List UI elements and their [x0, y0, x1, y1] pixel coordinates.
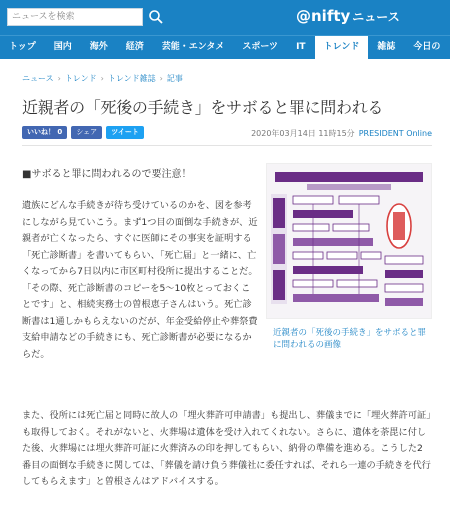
facebook-share-button[interactable]: シェア — [71, 126, 102, 139]
breadcrumb-trend-magazine[interactable]: トレンド雑誌 — [107, 74, 156, 83]
logo-main: @nifty — [296, 7, 351, 25]
breadcrumb-separator: › — [159, 74, 163, 83]
article-meta — [251, 128, 432, 139]
nav-item-it[interactable]: IT — [296, 42, 306, 52]
article-paragraph-1: 遺族にどんな手続きが待ち受けているのかを、図を参考にしながら見ていこう。まず1つ目の面倒な手続きが、近親者が亡くなったら、すぐに医師にその事実を証明する「死亡診断書」を書いてもらい、「死亡届」と一緒に、亡くなってから7日以内に市区町村役所に提出することだ。「その際、死亡診断書のコピーを5～10枚とっておくことです」と、相続実務士の曽根恵子さんはいう。死亡診断書は1通しかもらえないのだが、年金受給停止や葬祭費支給申請などの手続きにも、死亡診断書が必要になるからだ。 — [22, 200, 258, 360]
search-icon[interactable] — [147, 8, 165, 26]
divider — [22, 145, 432, 146]
article-paragraph-2: また、役所には死亡届と同時に故人の「埋火葬許可申請書」も提出し、葬儀までに「埋火葬許可証」も取得しておく。それがないと、火葬場は遺体を受け入れてくれない。さらに、遺体を荼毘に付した後、火葬場には埋火葬許可証に火葬済みの印を押してもらい、納骨の準備を進める。こうした2番目の面倒な手続きに関しては、「葬儀を請け負う葬儀社に委任すれば、それら一連の手続きを代行してもらえます」と曽根さんはアドバイスする。 — [22, 410, 431, 487]
nav-item-trend[interactable]: トレンド — [315, 36, 369, 59]
breadcrumb-separator: › — [100, 74, 104, 83]
header-bar — [0, 0, 450, 35]
global-nav — [0, 35, 450, 59]
facebook-like-button[interactable]: いいね！ 0 — [22, 126, 67, 139]
nav-item-today[interactable]: 今日の — [413, 42, 441, 52]
nav-item-magazine[interactable]: 雑誌 — [377, 42, 396, 52]
article-source-link[interactable]: PRESIDENT Online — [358, 129, 432, 138]
site-logo[interactable] — [296, 7, 400, 25]
breadcrumb-trend[interactable]: トレンド — [64, 74, 97, 83]
tweet-button[interactable]: ツイート — [106, 126, 144, 139]
figure-caption-link[interactable]: 近親者の「死後の手続き」をサボると罪に問われるの画像 — [273, 328, 427, 350]
article-figure-image[interactable] — [266, 163, 432, 319]
procedure-diagram-illustration — [267, 164, 431, 318]
breadcrumb — [22, 73, 183, 84]
nav-item-entertainment[interactable]: 芸能・エンタメ — [161, 42, 225, 52]
article-date: 2020年03月14日 11時15分 — [251, 129, 355, 138]
nav-item-domestic[interactable]: 国内 — [53, 42, 72, 52]
share-bar — [22, 126, 144, 139]
search-input[interactable]: ニュースを検索 — [7, 8, 143, 26]
article-title: 近親者の「死後の手続き」をサボると罪に問われる — [22, 98, 384, 117]
nav-item-economy[interactable]: 経済 — [125, 42, 144, 52]
breadcrumb-news[interactable]: ニュース — [22, 74, 54, 83]
nav-item-overseas[interactable]: 海外 — [89, 42, 108, 52]
breadcrumb-separator: › — [57, 74, 61, 83]
nav-item-top[interactable]: トップ — [9, 42, 36, 52]
logo-sub: ニュース — [352, 10, 400, 24]
breadcrumb-article: 記事 — [166, 74, 183, 83]
article-lead: ■サボると罪に問われるので要注意！ — [22, 169, 192, 180]
nav-item-sports[interactable]: スポーツ — [242, 42, 279, 52]
